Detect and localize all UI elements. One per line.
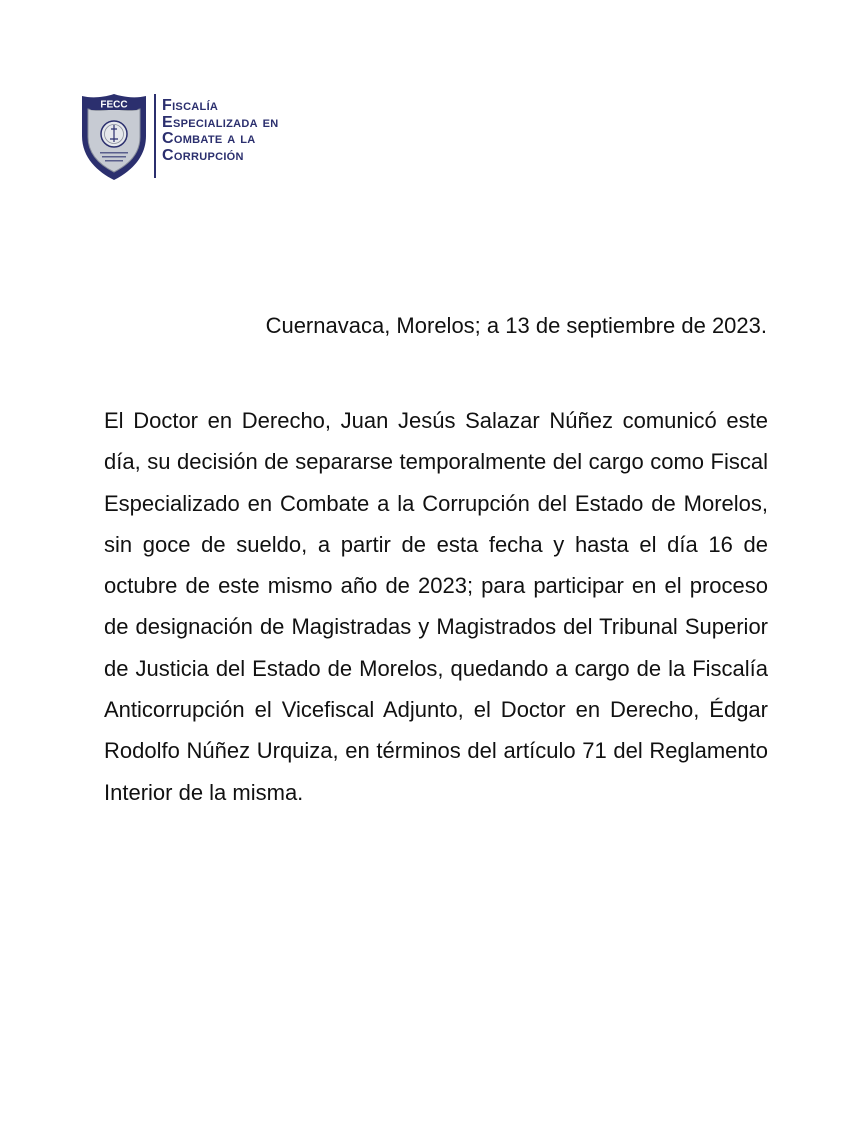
org-name-line: Combate a la (162, 130, 256, 147)
seal-acronym: FECC (100, 99, 128, 111)
org-name-line: Fiscalía (162, 97, 219, 114)
letterhead (80, 92, 278, 182)
org-name-line: Corrupción (162, 146, 244, 164)
document-dateline: Cuernavaca, Morelos; a 13 de septiembre de 2023. (265, 313, 767, 338)
letterhead-divider (154, 94, 156, 178)
document-body-paragraph: El Doctor en Derecho, Juan Jesús Salazar Núñez comunicó este día, su decisión de separarse temporalmente del cargo como Fiscal Especializado en Combate a la Corrupción del Estado de Morelos, sin goce de sueldo, a partir de esta fecha y hasta el día 16 de octubre de este mismo año de 2023; para participar en el proceso de designación de Magistradas y Magistrados del Tribunal Superior de Justicia del Estado de Morelos, quedando a cargo de la Fiscalía Anticorrupción el Vicefiscal Adjunto, el Doctor en Derecho, Édgar Rodolfo Núñez Urquiza, en términos del artículo 71 del Reglamento Interior de la misma. (104, 408, 768, 805)
fecc-seal-logo (80, 92, 148, 182)
organization-name (162, 98, 278, 164)
org-name-line: Especializada en (162, 113, 279, 131)
